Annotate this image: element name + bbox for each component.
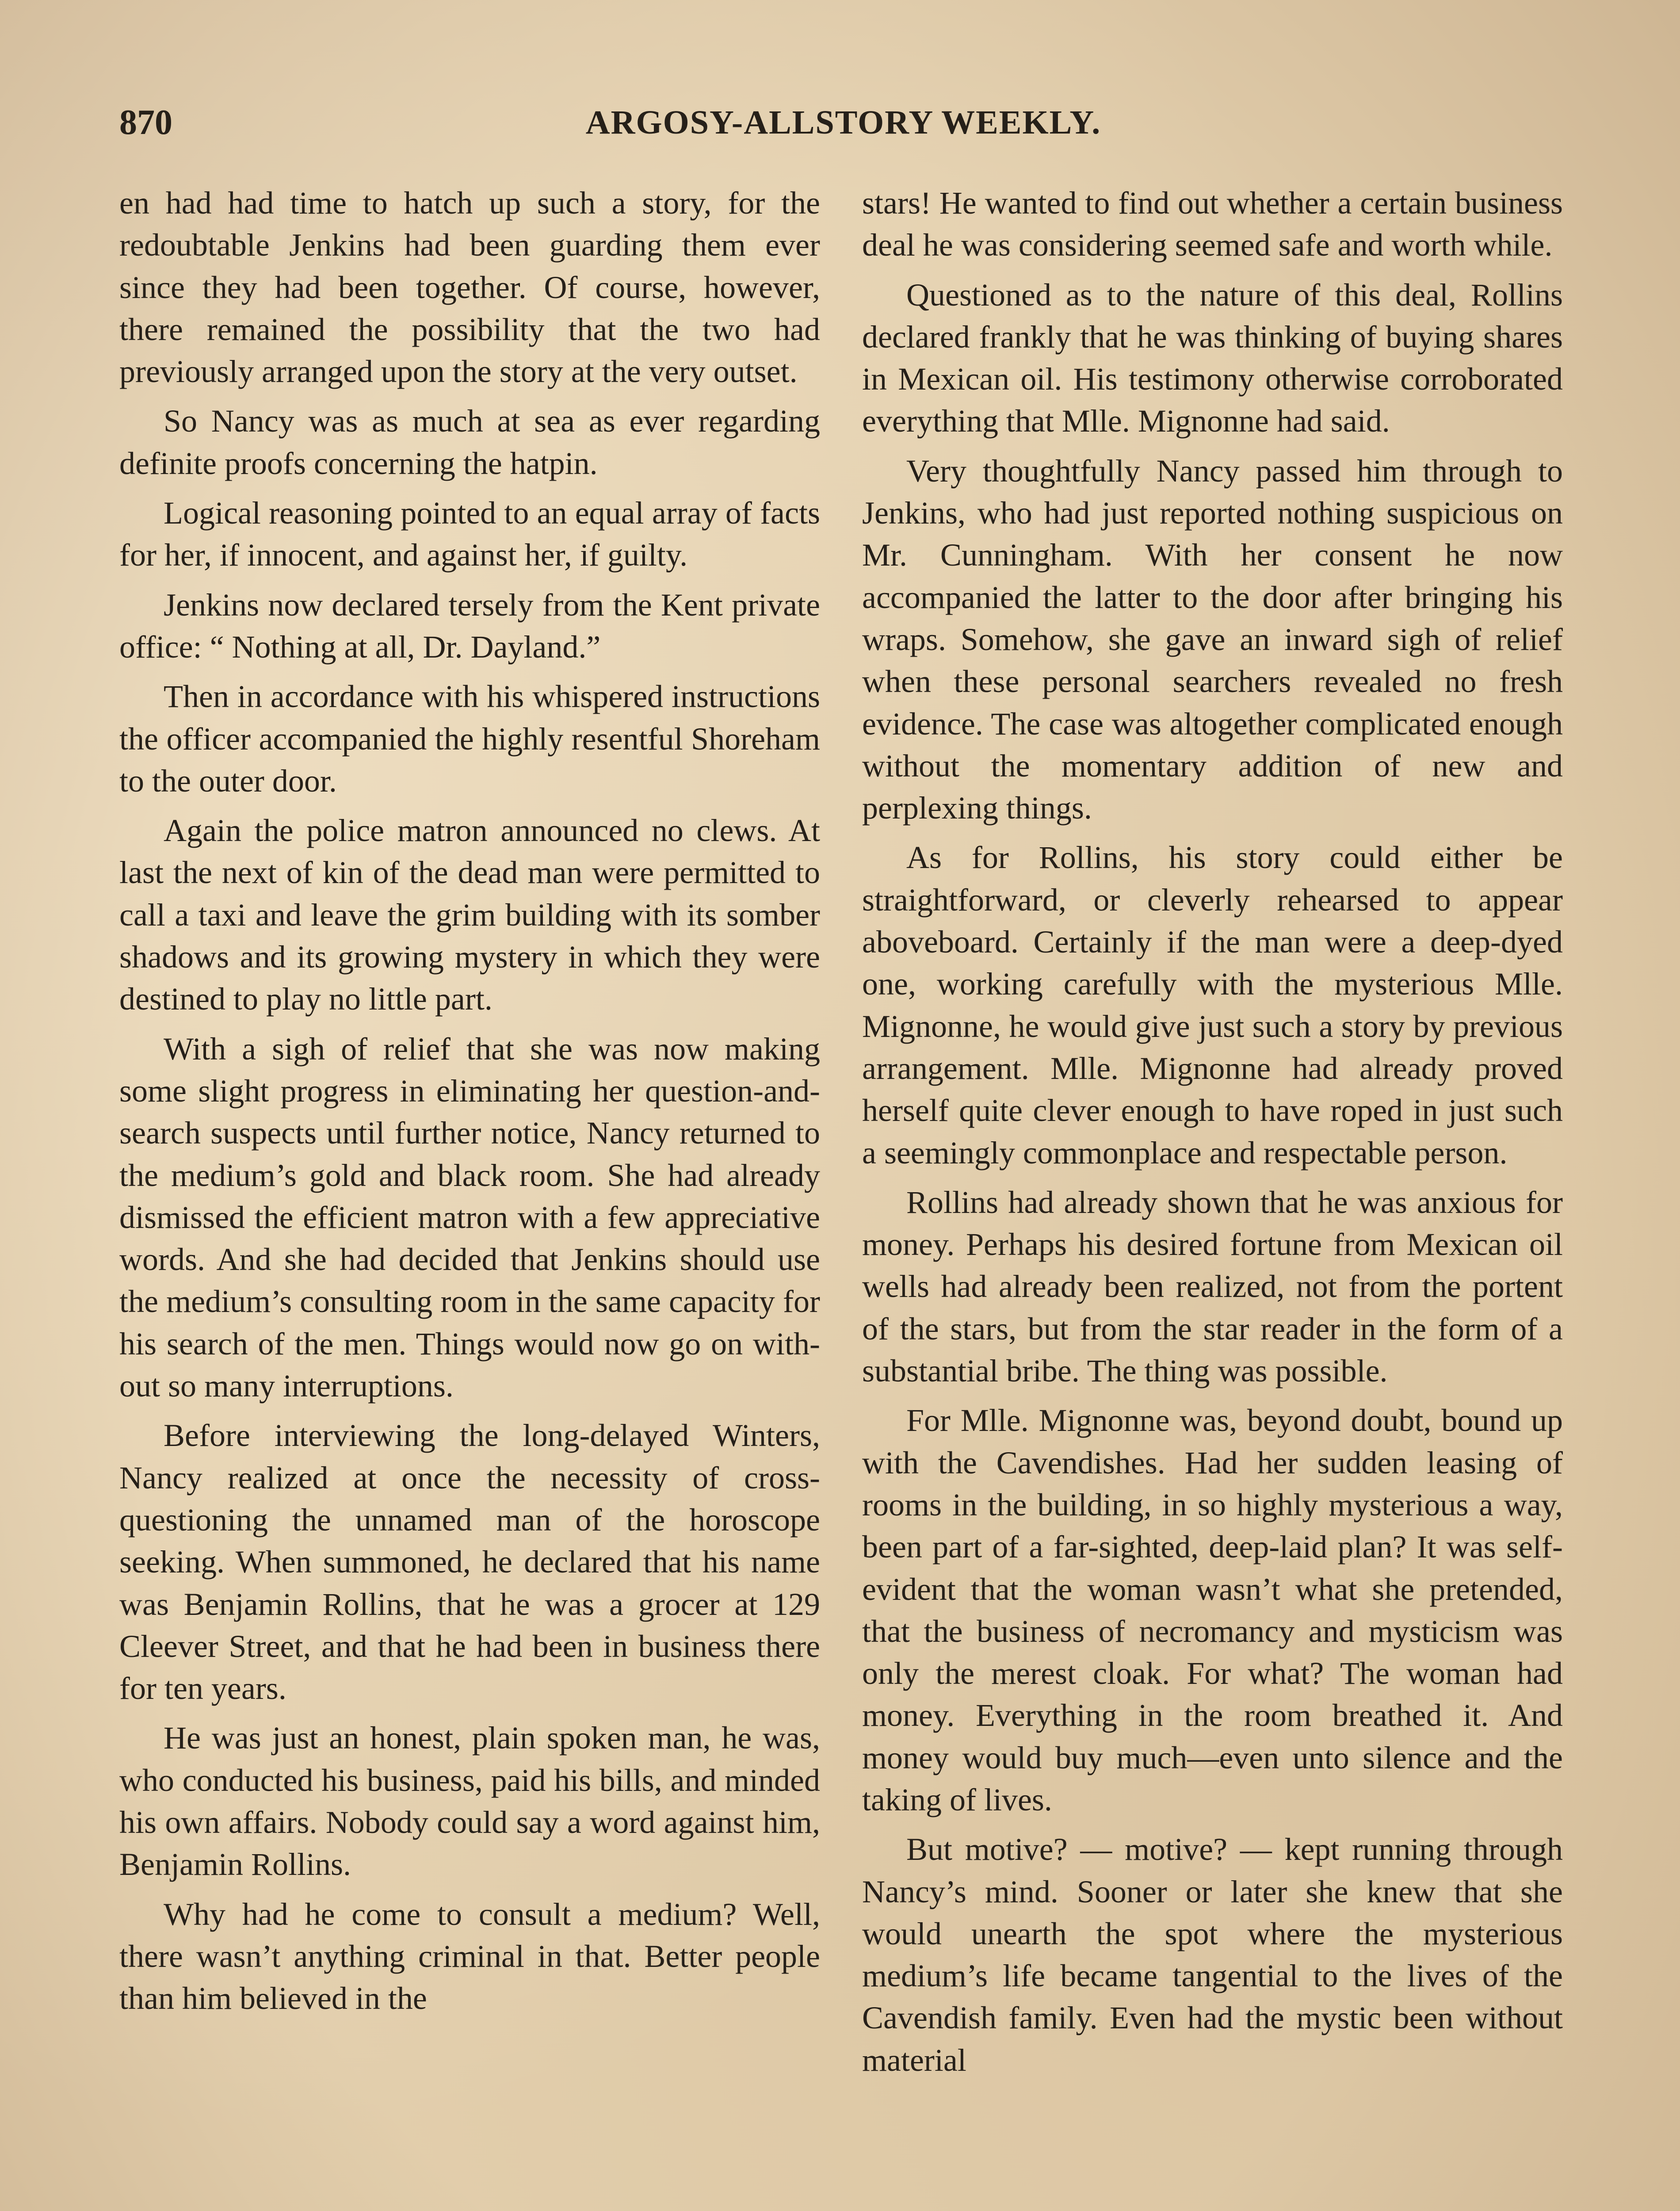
paragraph: Again the police matron announced no clews. At last the next of kin of the dead man were permitted to call a taxi and leave the grim building with its somber shadows and its growing mystery in which they were destined to play no little part. — [119, 813, 820, 1017]
paragraph: For Mlle. Mignonne was, beyond doubt, bound up with the Cavendishes. Had her sudden leasing of rooms in the building, in so highly mysterious a way, been part of a far-sighted, deep-laid plan? It was self-evident that the woman wasn’t what she pretended, that the business of necromancy and mysticism was only the merest cloak. For what? The woman had money. Everything in the room breathed it. And money would buy much—even unto silence and the taking of lives. — [862, 1403, 1563, 1817]
page-header — [119, 98, 1567, 147]
paragraph: Rollins had already shown that he was anxious for money. Perhaps his desired fortune from Mexican oil wells had already been realized, not from the portent of the stars, but from the star reader in the form of a substantial bribe. The thing was possible. — [862, 1184, 1563, 1389]
paragraph: Questioned as to the nature of this deal, Rollins declared frankly that he was thinking of buying shares in Mexican oil. His testimony otherwise corroborated everything that Mlle. Mignonne had said. — [862, 277, 1563, 439]
page-number: 870 — [119, 103, 172, 142]
right-column — [862, 182, 1563, 2081]
paragraph: Very thoughtfully Nancy passed him through to Jenkins, who had just reported nothing suspicious on Mr. Cunningham. With her consent he now accompanied the latter to the door after bringing his wraps. Somehow, she gave an inward sigh of relief when these personal searchers revealed no fresh evidence. The case was altogether complicated enough without the momentary addition of new and perplexing things. — [862, 453, 1563, 826]
running-title: ARGOSY-ALLSTORY WEEKLY. — [585, 103, 1101, 141]
paragraph: He was just an honest, plain spoken man, he was, who conducted his business, paid his bills, and minded his own affairs. Nobody could say a word against him, Benjamin Rollins. — [119, 1720, 820, 1882]
paragraph: As for Rollins, his story could either be straightforward, or cleverly rehearsed to appear aboveboard. Certainly if the man were a deep-dyed one, working carefully with the mysterious Mlle. Mignonne, he would give just such a story by previous arrangement. Mlle. Mignonne had already proved herself quite clever enough to have roped in just such a seemingly commonplace and respectable person. — [862, 840, 1563, 1171]
paragraph: Jenkins now declared tersely from the Kent private office: “ Nothing at all, Dr. Dayland.” — [119, 587, 820, 665]
paragraph: With a sigh of relief that she was now making some slight progress in eliminating her question-and-search suspects until further notice, Nancy returned to the medium’s gold and black room. She had already dismissed the efficient matron with a few appreciative words. And she had decided that Jenkins should use the medium’s consulting room in the same capacity for his search of the men. Things would now go on without so many interruptions. — [119, 1031, 820, 1404]
left-column — [119, 182, 820, 2020]
paragraph: Why had he come to consult a medium? Well, there wasn’t anything criminal in that. Better people than him believed in the — [119, 1896, 820, 2016]
paragraph: stars! He wanted to find out whether a certain business deal he was considering seemed safe and worth while. — [862, 185, 1563, 263]
paragraph: Then in accordance with his whispered instructions the officer accompanied the highly resentful Shoreham to the outer door. — [119, 679, 820, 799]
paragraph: So Nancy was as much at sea as ever regarding definite proofs concerning the hatpin. — [119, 403, 820, 481]
paragraph: But motive? — motive? — kept running through Nancy’s mind. Sooner or later she knew that she would unearth the spot where the mysterious medium’s life became tangential to the lives of the Cavendish family. Even had the mystic been without material — [862, 1832, 1563, 2078]
paragraph: en had had time to hatch up such a story, for the redoubtable Jenkins had been guarding them ever since they had been together. Of course, however, there remained the possibility that the two had previously arranged upon the story at the very outset. — [119, 185, 820, 390]
paragraph: Before interviewing the long-delayed Winters, Nancy realized at once the necessity of cross-questioning the unnamed man of the horoscope seeking. When summoned, he declared that his name was Benjamin Rollins, that he was a grocer at 129 Cleever Street, and that he had been in business there for ten years. — [119, 1418, 820, 1706]
paragraph: Logical reasoning pointed to an equal array of facts for her, if innocent, and against her, if guilty. — [119, 495, 820, 573]
